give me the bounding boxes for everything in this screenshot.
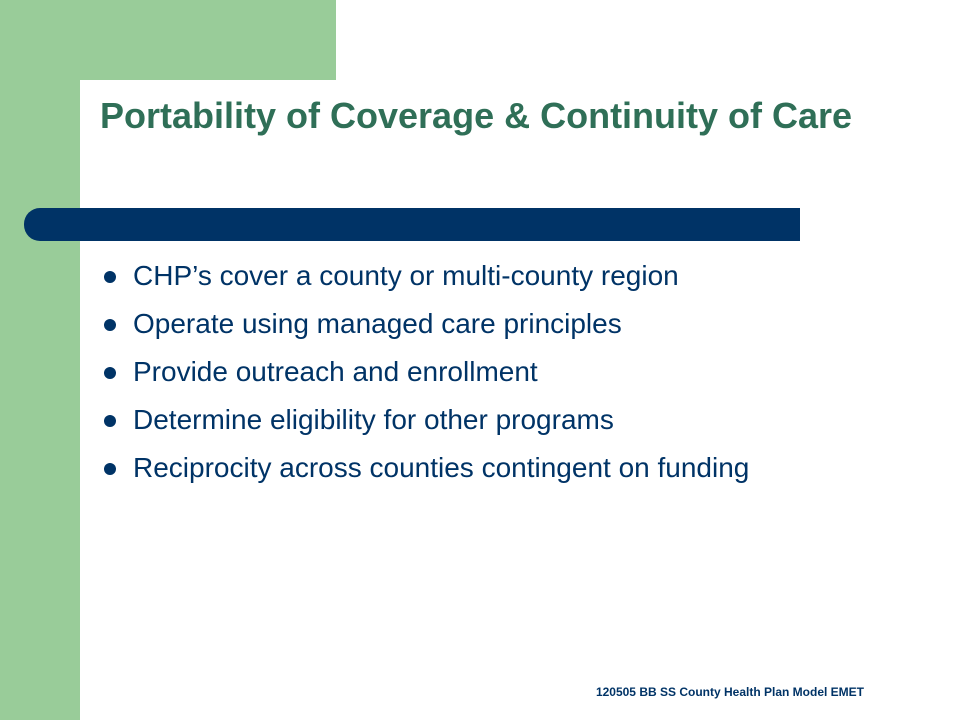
bullet-item <box>100 306 890 342</box>
bullet-item <box>100 402 890 438</box>
bullet-text: Reciprocity across counties contingent on funding <box>133 452 750 483</box>
title-underline-bar <box>24 208 800 241</box>
bullet-icon <box>104 463 116 475</box>
bullet-text: Determine eligibility for other programs <box>133 404 614 435</box>
top-green-band <box>80 0 336 80</box>
bullet-text: Provide outreach and enrollment <box>133 356 538 387</box>
bullet-item <box>100 450 890 486</box>
bullet-item <box>100 354 890 390</box>
bullet-text: Operate using managed care principles <box>133 308 622 339</box>
bullet-icon <box>104 319 116 331</box>
slide-title: Portability of Coverage & Continuity of Care <box>100 95 853 136</box>
bullet-icon <box>104 415 116 427</box>
bullet-text: CHP’s cover a county or multi-county region <box>133 260 679 291</box>
bullet-list <box>100 258 890 498</box>
bullet-icon <box>104 271 116 283</box>
bullet-icon <box>104 367 116 379</box>
bullet-item <box>100 258 890 294</box>
slide-footer: 120505 BB SS County Health Plan Model EMET <box>595 685 864 699</box>
left-green-band <box>0 0 80 720</box>
